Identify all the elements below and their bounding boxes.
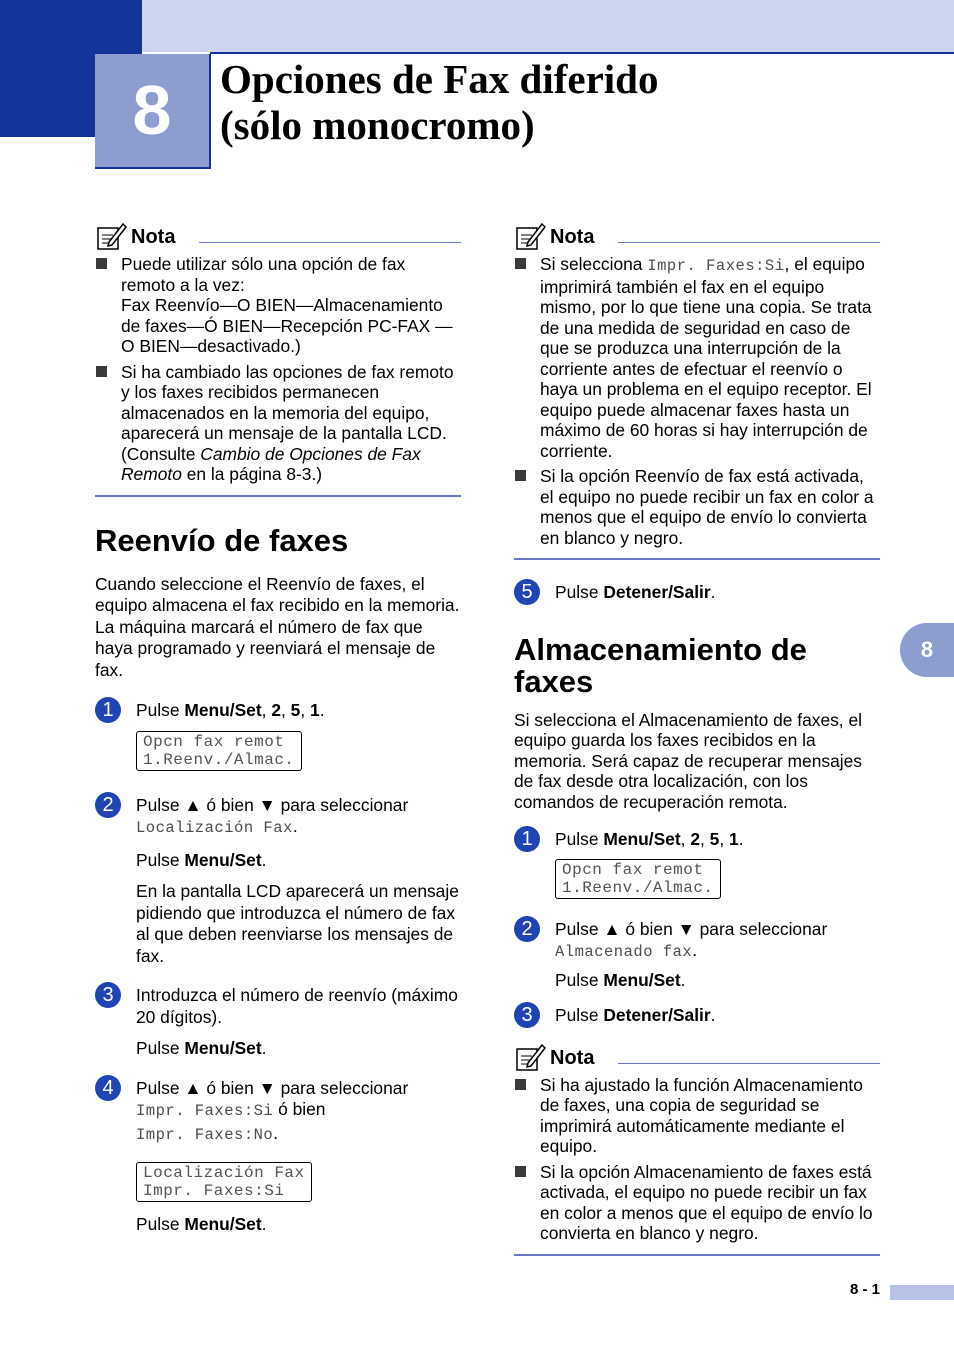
step-number: 5 <box>514 579 540 605</box>
note-end-rule <box>95 495 461 497</box>
list-item: Si selecciona Impr. Faxes:Si, el equipo imprimirá también el fax en el equipo mismo, por lo que tiene una copia. Se trata de una medida de seguridad en caso de que se produzca una interrupción de la corriente antes de efectuar el reenvío o haya un problema en el equipo receptor. El equipo puede almacenar faxes hasta un máximo de 60 horas si hay interrupción de corriente. <box>514 254 880 461</box>
note-list <box>95 254 461 485</box>
step-number: 3 <box>514 1002 540 1028</box>
note-list <box>514 254 880 548</box>
step-2: 2 Pulse ▲ ó bien ▼ para seleccionar Localización Fax. Pulse Menu/Set. En la pantalla LCD aparecerá un mensaje pidiendo que introduzca el número de fax al que deben reenviarse los mensajes de fax. <box>95 795 461 968</box>
note-header <box>95 222 461 254</box>
step-1: 1 Pulse Menu/Set, 2, 5, 1. Opcn fax remot 1.Reenv./Almac. <box>514 829 880 899</box>
list-item: Si ha ajustado la función Almacenamiento de faxes, una copia de seguridad se imprimirá automáticamente mediante el equipo. <box>514 1075 880 1157</box>
step-number: 2 <box>514 916 540 942</box>
section-title: Reenvío de faxes <box>95 522 349 558</box>
step-4: 4 Pulse ▲ ó bien ▼ para seleccionar Impr. Faxes:Si ó bien Impr. Faxes:No. Localización Fax Impr. Faxes:Si Pulse Menu/Set. <box>95 1078 461 1236</box>
note-rule <box>199 242 461 243</box>
lcd-display: Opcn fax remot 1.Reenv./Almac. <box>136 731 302 771</box>
header-band-light <box>142 0 954 52</box>
note-title: Nota <box>131 226 176 248</box>
section-intro: Cuando seleccione el Reenvío de faxes, el equipo almacena el fax recibido en la memoria. La máquina marcará el número de fax que haya programado y reenviará el mensaje de fax. <box>95 573 460 680</box>
list-item: Si la opción Almacenamiento de faxes está activada, el equipo no puede recibir un fax en color a menos que el equipo de envío lo convierta en blanco y negro. <box>514 1162 880 1244</box>
note-end-rule <box>514 558 880 560</box>
right-column <box>514 222 880 1256</box>
step-number: 1 <box>514 826 540 852</box>
note-end-rule <box>514 1254 880 1256</box>
left-column <box>95 222 461 1236</box>
note-rule <box>618 1063 880 1064</box>
note-rule <box>618 242 880 243</box>
step-3: 3 Introduzca el número de reenvío (máximo 20 dígitos). Pulse Menu/Set. <box>95 985 461 1060</box>
page-title-line2: (sólo monocromo) <box>220 102 535 148</box>
step-number: 2 <box>95 792 121 818</box>
chapter-side-tab: 8 <box>900 623 954 677</box>
section-title: Almacenamiento de faxes <box>514 631 807 699</box>
note-title: Nota <box>550 1046 595 1069</box>
step-3: 3 Pulse Detener/Salir. <box>514 1005 880 1027</box>
chapter-number: 8 <box>95 54 211 169</box>
pencil-note-icon <box>516 1043 546 1071</box>
note-list <box>514 1075 880 1244</box>
step-2: 2 Pulse ▲ ó bien ▼ para seleccionar Almacenado fax. Pulse Menu/Set. <box>514 919 880 992</box>
step-1: 1 Pulse Menu/Set, 2, 5, 1. Opcn fax remot 1.Reenv./Almac. <box>95 700 461 771</box>
page-title <box>220 56 920 148</box>
step-5: 5 Pulse Detener/Salir. <box>514 582 880 604</box>
list-item: Si ha cambiado las opciones de fax remoto y los faxes recibidos permanecen almacenados en la memoria del equipo, aparecerá un mensaje de la pantalla LCD. (Consulte Cambio de Opciones de Fax Remoto en la página 8-3.) <box>95 362 461 485</box>
page-title-line1: Opciones de Fax diferido <box>220 56 659 102</box>
step-number: 3 <box>95 982 121 1008</box>
list-item: Puede utilizar sólo una opción de fax remoto a la vez: Fax Reenvío—O BIEN—Almacenamiento de faxes—Ó BIEN—Recepción PC-FAX —O BIEN—desactivado.) <box>95 254 461 357</box>
note-header <box>514 222 880 254</box>
pencil-note-icon <box>516 222 546 250</box>
page-number: 8 - 1 <box>849 1281 880 1298</box>
footer-bar <box>890 1285 954 1300</box>
pencil-note-icon <box>97 222 127 250</box>
note-header <box>514 1043 880 1075</box>
lcd-display: Localización Fax Impr. Faxes:Si <box>136 1162 312 1202</box>
step-number: 4 <box>95 1075 121 1101</box>
section-intro: Si selecciona el Almacenamiento de faxes, el equipo guarda los faxes recibidos en la memoria. Será capaz de recuperar mensajes de fax desde otra localización, con los comandos de recuperación remota. <box>514 709 863 812</box>
lcd-display: Opcn fax remot 1.Reenv./Almac. <box>555 859 721 899</box>
note-title: Nota <box>550 226 595 248</box>
list-item: Si la opción Reenvío de fax está activada, el equipo no puede recibir un fax en color a menos que el equipo de envío lo convierta en blanco y negro. <box>514 466 880 548</box>
header-rule <box>210 52 954 54</box>
step-number: 1 <box>95 697 121 723</box>
